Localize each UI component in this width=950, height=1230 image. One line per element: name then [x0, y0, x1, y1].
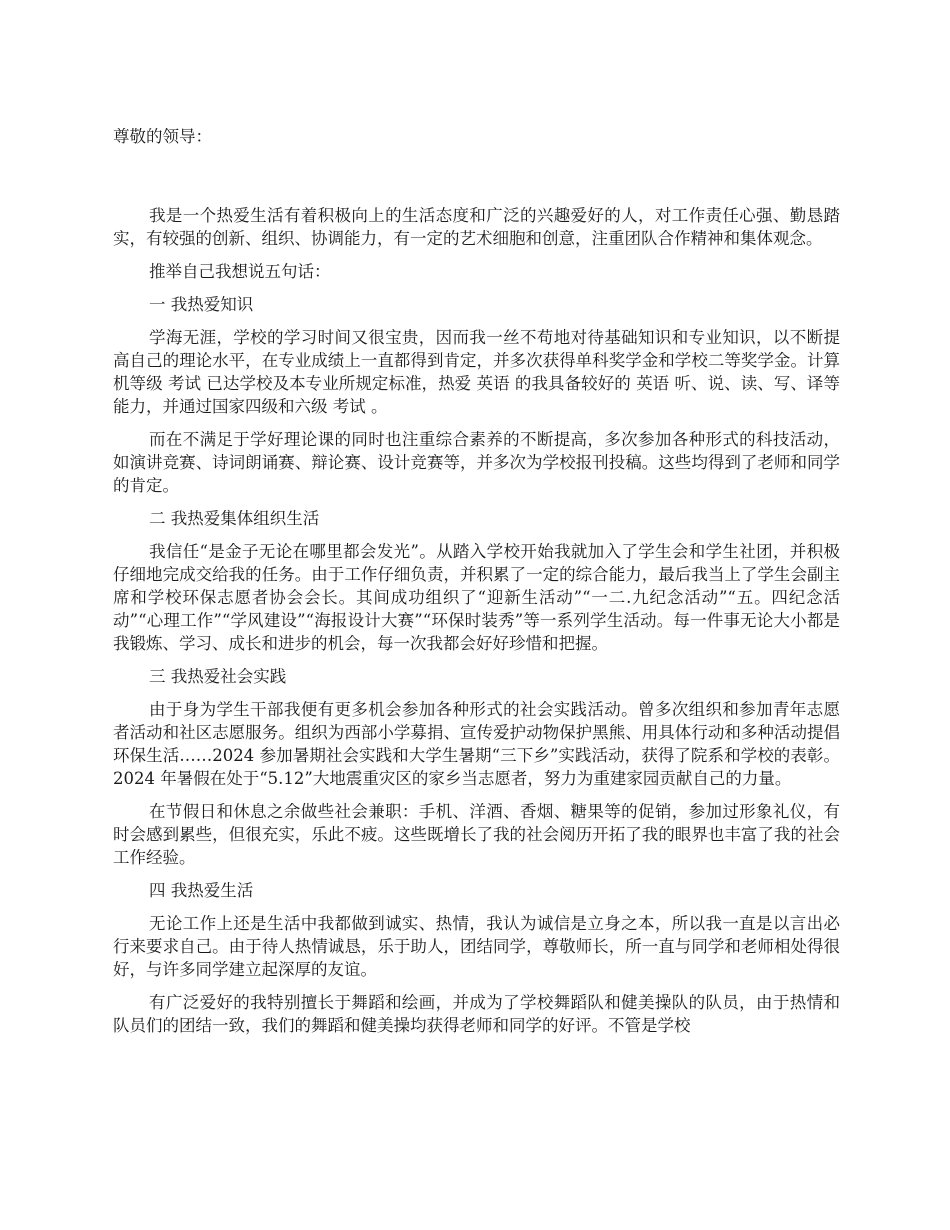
body-paragraph: 而在不满足于学好理论课的同时也注重综合素养的不断提高，多次参加各种形式的科技活动，如演讲竞赛、诗词朗诵赛、辩论赛、设计竞赛等，并多次为学校报刊投稿。这些均得到了老师和同学的肯定。: [113, 430, 840, 495]
body-paragraph: 在节假日和休息之余做些社会兼职：手机、洋酒、香烟、糖果等的促销，参加过形象礼仪，有时会感到累些，但很充实，乐此不疲。这些既增长了我的社会阅历开拓了我的眼界也丰富了我的社会工作经验。: [113, 802, 840, 867]
section-heading: 二 我热爱集体组织生活: [149, 509, 320, 528]
body-paragraph: 无论工作上还是生活中我都做到诚实、热情，我认为诚信是立身之本，所以我一直是以言出必行来要求自己。由于待人热情诚恳，乐于助人，团结同学，尊敬师长，所一直与同学和老师相处得很好，与许多同学建立起深厚的友谊。: [113, 914, 840, 979]
document-body: [113, 125, 840, 1047]
body-paragraph: 有广泛爱好的我特别擅长于舞蹈和绘画，并成为了学校舞蹈队和健美操队的队员，由于热情和队员们的团结一致，我们的舞蹈和健美操均获得老师和同学的好评。不管是学校: [113, 993, 840, 1035]
section-heading: 三 我热爱社会实践: [149, 667, 287, 686]
body-paragraph: 由于身为学生干部我便有更多机会参加各种形式的社会实践活动。曾多次组织和参加青年志愿者活动和社区志愿服务。组织为西部小学募捐、宣传爱护动物保护黑熊、用具体行动和多种活动提倡环保生活……2024 参加暑期社会实践和大学生暑期“三下乡”实践活动，获得了院系和学校的表彰。2024 年暑假在处于“5.12”大地震重灾区的家乡当志愿者，努力为重建家园贡献自己的力量。: [113, 700, 840, 788]
body-paragraph: 学海无涯，学校的学习时间又很宝贵，因而我一丝不苟地对待基础知识和专业知识，以不断提高自己的理论水平，在专业成绩上一直都得到肯定，并多次获得单科奖学金和学校二等奖学金。计算机等级 考试 已达学校及本专业所规定标准，热爱 英语 的我具备较好的 英语 听、说、读、写、译等能力，并通过国家四级和六级 考试 。: [113, 328, 840, 416]
section-heading: 一 我热爱知识: [149, 295, 254, 314]
salutation: 尊敬的领导：: [113, 127, 212, 146]
paragraph-list: [113, 204, 840, 1037]
body-paragraph: 我信任“是金子无论在哪里都会发光”。从踏入学校开始我就加入了学生会和学生社团，并积极仔细地完成交给我的任务。由于工作仔细负责，并积累了一定的综合能力，最后我当上了学生会副主席和学校环保志愿者协会会长。其间成功组织了“迎新生活动”“一二.九纪念活动”“五。四纪念活动”“心理工作”“学风建设”“海报设计大赛”“环保时装秀”等一系列学生活动。每一件事无论大小都是我锻炼、学习、成长和进步的机会，每一次我都会好好珍惜和把握。: [113, 542, 840, 653]
body-paragraph: 我是一个热爱生活有着积极向上的生活态度和广泛的兴趣爱好的人，对工作责任心强、勤恳踏实，有较强的创新、组织、协调能力，有一定的艺术细胞和创意，注重团队合作精神和集体观念。: [113, 206, 840, 248]
body-paragraph: 推举自己我想说五句话：: [149, 262, 331, 281]
section-heading: 四 我热爱生活: [149, 881, 254, 900]
